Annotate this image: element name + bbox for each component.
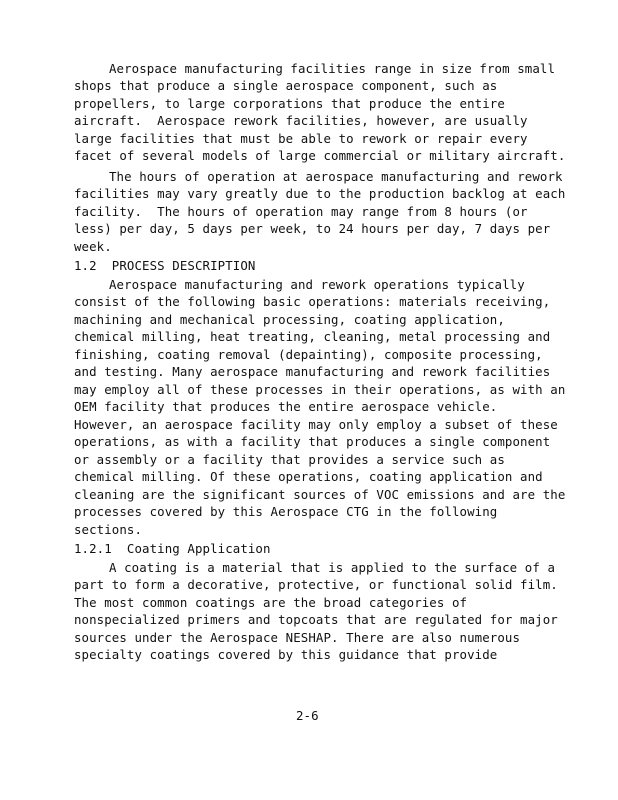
text-line: operations, as with a facility that produces a single component: [74, 434, 551, 449]
text-line: chemical milling, heat treating, cleaning, metal processing and: [74, 329, 551, 344]
subsection-heading: 1.2.1 Coating Application: [74, 541, 271, 556]
section-heading: 1.2 PROCESS DESCRIPTION: [74, 258, 256, 273]
text-line: OEM facility that produces the entire aerospace vehicle.: [74, 399, 498, 414]
text-line: machining and mechanical processing, coating application,: [74, 312, 505, 327]
text-line: facility. The hours of operation may range from 8 hours (or: [74, 204, 528, 219]
text-line: The most common coatings are the broad categories of: [74, 595, 468, 610]
text-line: However, an aerospace facility may only employ a subset of these: [74, 417, 558, 432]
text-line: sources under the Aerospace NESHAP. There are also numerous: [74, 630, 521, 645]
text-line: The hours of operation at aerospace manufacturing and rework: [109, 169, 563, 184]
text-line: Aerospace manufacturing facilities range in size from small: [109, 61, 556, 76]
text-line: chemical milling. Of these operations, coating application and: [74, 469, 543, 484]
text-line: A coating is a material that is applied to the surface of a: [109, 560, 556, 575]
text-line: nonspecialized primers and topcoats that are regulated for major: [74, 612, 558, 627]
text-line: consist of the following basic operations: materials receiving,: [74, 294, 551, 309]
text-line: sections.: [74, 522, 143, 537]
text-line: shops that produce a single aerospace component, such as: [74, 78, 498, 93]
text-line: facet of several models of large commercial or military aircraft.: [74, 148, 566, 163]
text-line: propellers, to large corporations that produce the entire: [74, 96, 505, 111]
text-line: may employ all of these processes in their operations, as with an: [74, 382, 566, 397]
text-line: large facilities that must be able to rework or repair every: [74, 131, 528, 146]
text-line: facilities may vary greatly due to the production backlog at each: [74, 186, 566, 201]
text-line: week.: [74, 239, 112, 254]
text-line: specialty coatings covered by this guidance that provide: [74, 647, 498, 662]
text-line: and testing. Many aerospace manufacturing and rework facilities: [74, 364, 551, 379]
text-line: aircraft. Aerospace rework facilities, however, are usually: [74, 113, 528, 128]
text-line: finishing, coating removal (depainting), composite processing,: [74, 347, 543, 362]
text-line: or assembly or a facility that provides a service such as: [74, 452, 505, 467]
page-number: 2-6: [296, 708, 319, 723]
text-line: processes covered by this Aerospace CTG in the following: [74, 504, 498, 519]
text-line: part to form a decorative, protective, or functional solid film.: [74, 577, 558, 592]
text-line: Aerospace manufacturing and rework operations typically: [109, 277, 525, 292]
text-line: cleaning are the significant sources of VOC emissions and are the: [74, 487, 566, 502]
text-line: less) per day, 5 days per week, to 24 hours per day, 7 days per: [74, 221, 551, 236]
